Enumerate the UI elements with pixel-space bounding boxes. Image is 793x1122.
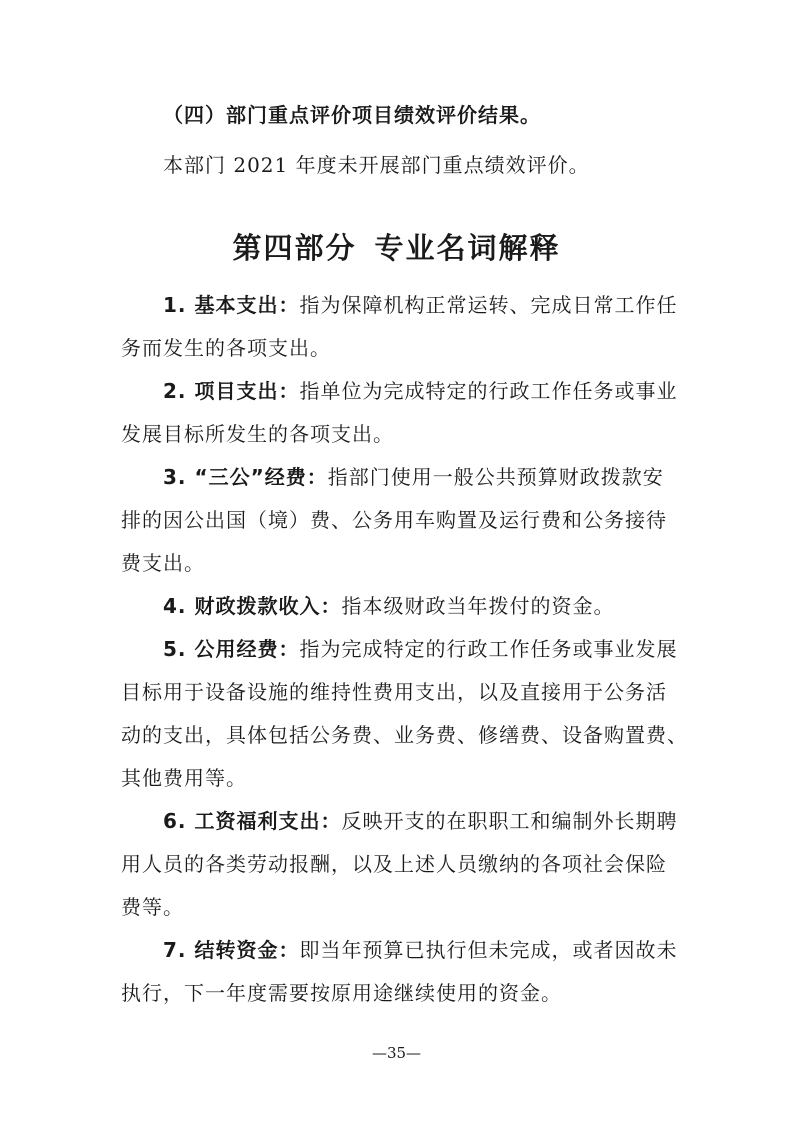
term-entry-6	[163, 809, 793, 833]
term-text: 指为保障机构正常运转、完成日常工作任	[299, 293, 678, 317]
part-title	[0, 230, 793, 266]
term-text: 即当年预算已执行但未完成，或者因故未	[299, 938, 678, 962]
term-entry-1	[163, 293, 793, 317]
term-text-line: 排的因公出国（境）费、公务用车购置及运行费和公务接待	[121, 508, 667, 532]
term-text-line: 其他费用等。	[121, 766, 247, 790]
term-text: 指单位为完成特定的行政工作任务或事业	[299, 379, 678, 403]
term-text-line: 执行，下一年度需要按原用途继续使用的资金。	[121, 981, 562, 1005]
term-text-line: 用人员的各类劳动报酬，以及上述人员缴纳的各项社会保险	[121, 852, 667, 876]
term-text-line: 费等。	[121, 895, 184, 919]
term-entry-4	[163, 594, 793, 618]
term-label: 6. 工资福利支出：	[163, 809, 342, 833]
page-number: —35—	[371, 1044, 422, 1062]
term-text-line: 动的支出，具体包括公务费、业务费、修缮费、设备购置费、	[121, 723, 688, 747]
term-label: 7. 结转资金：	[163, 938, 300, 962]
term-text-line: 务而发生的各项支出。	[121, 336, 331, 360]
term-text: 指为完成特定的行政工作任务或事业发展	[299, 637, 678, 661]
term-text: 指本级财政当年拨付的资金。	[341, 594, 615, 618]
term-entry-7	[163, 938, 793, 962]
term-entry-2	[163, 379, 793, 403]
term-label: 4. 财政拨款收入：	[163, 594, 342, 618]
term-label: 2. 项目支出：	[163, 379, 300, 403]
section-four-heading: （四）部门重点评价项目绩效评价结果。	[163, 103, 541, 127]
term-text: 指部门使用一般公共预算财政拨款安	[327, 465, 664, 489]
part-title-number: 第四部分	[232, 231, 357, 265]
term-label: 5. 公用经费：	[163, 637, 300, 661]
term-text-line: 费支出。	[121, 551, 205, 575]
part-title-name: 专业名词解释	[374, 231, 561, 265]
term-label: 1. 基本支出：	[163, 293, 300, 317]
term-text: 反映开支的在职职工和编制外长期聘	[341, 809, 678, 833]
term-entry-5	[163, 637, 793, 661]
term-text-line: 发展目标所发生的各项支出。	[121, 422, 394, 446]
term-label: 3. “三公”经费：	[163, 465, 328, 489]
section-four-body: 本部门 2021 年度未开展部门重点绩效评价。	[163, 153, 590, 177]
term-text-line: 目标用于设备设施的维持性费用支出，以及直接用于公务活	[121, 680, 667, 704]
term-entry-3	[163, 465, 793, 489]
